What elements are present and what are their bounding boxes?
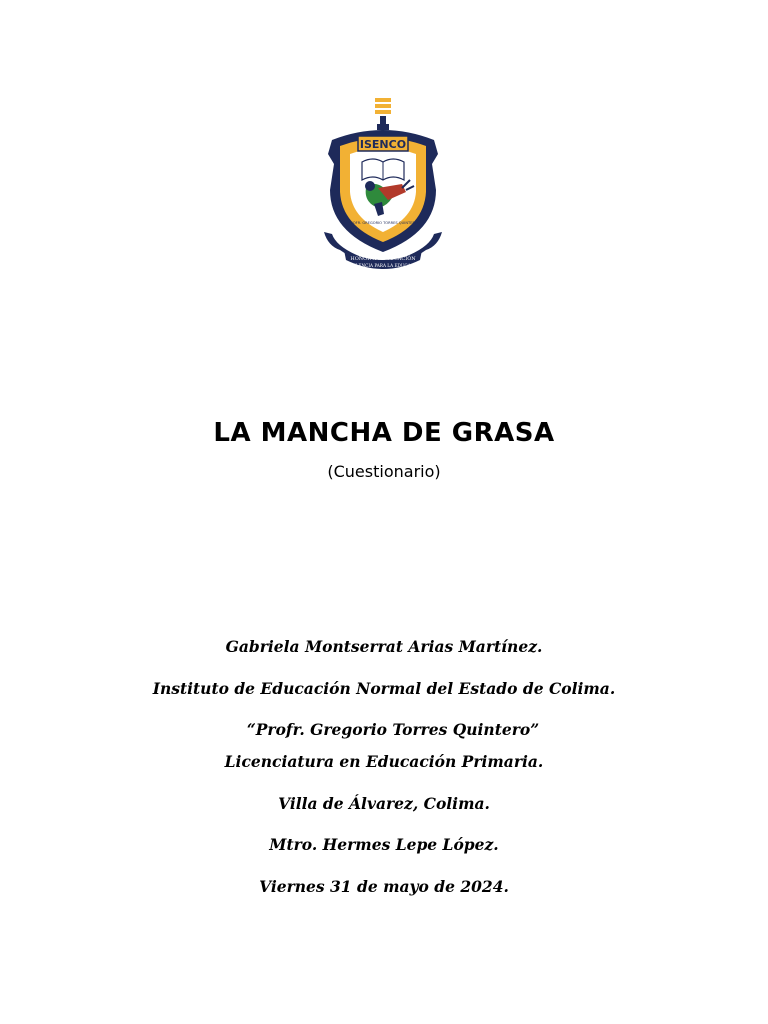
degree: Licenciatura en Educación Primaria.: [224, 752, 544, 771]
ribbon-line-1: HONOR A LA VOCACIÓN: [350, 256, 416, 262]
logo-arc-text: PROFR. GREGORIO TORRES QUINTERO: [348, 221, 418, 225]
institution-name: “Profr. Gregorio Torres Quintero”: [246, 720, 540, 739]
document-title: LA MANCHA DE GRASA: [213, 418, 555, 448]
institution: Instituto de Educación Normal del Estado de Colima.: [152, 679, 616, 698]
date: Viernes 31 de mayo de 2024.: [259, 877, 509, 896]
logo-name: ISENCO: [359, 138, 407, 151]
ribbon-line-2: EXCELENCIA PARA LA EDUCACIÓN: [343, 263, 423, 268]
isenco-logo: [318, 92, 448, 278]
document-subtitle: (Cuestionario): [327, 462, 441, 481]
torch-icon: [375, 98, 391, 130]
location: Villa de Álvarez, Colima.: [278, 794, 490, 813]
teacher: Mtro. Hermes Lepe López.: [269, 835, 499, 854]
author-name: Gabriela Montserrat Arias Martínez.: [225, 637, 543, 656]
